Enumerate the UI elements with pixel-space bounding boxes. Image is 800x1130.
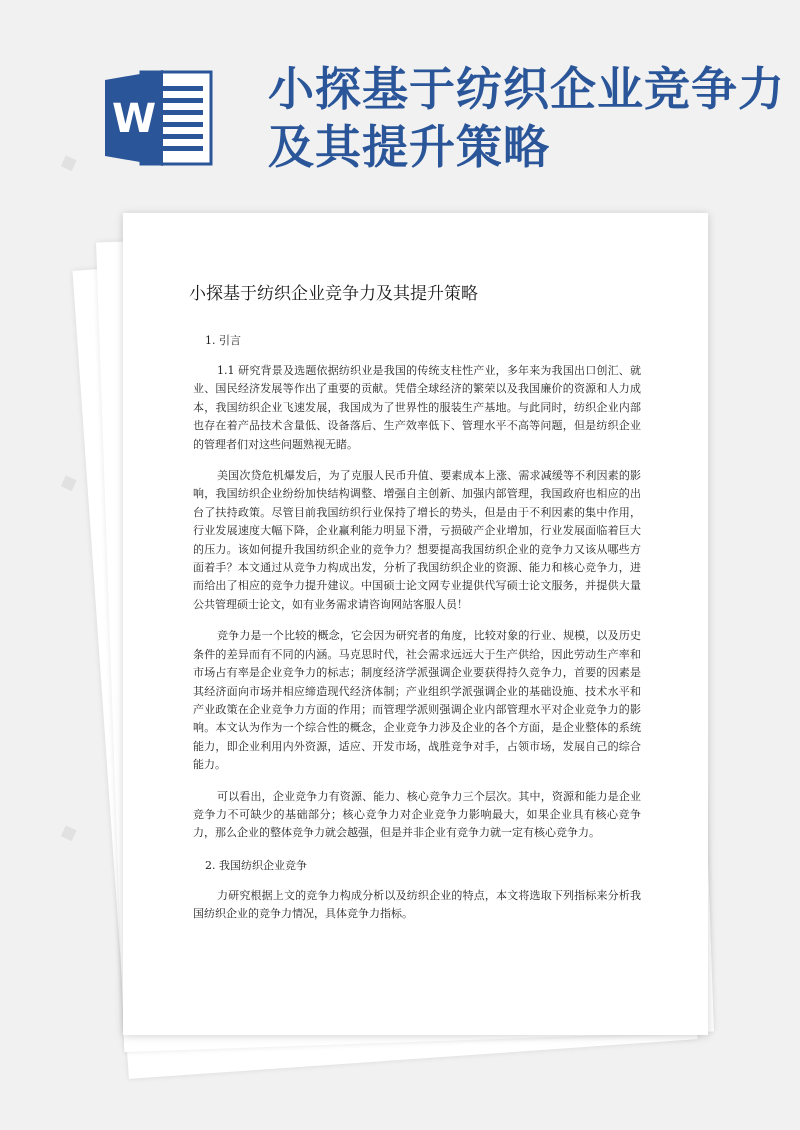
paragraph: 美国次贷危机爆发后，为了克服人民币升值、要素成本上涨、需求减缓等不利因素的影响，我国纺织企业纷纷加快结构调整、增强自主创新、加强内部管理，我国政府也相应的出台了扶持政策。尽管目前我国纺织行业保持了增长的势头，但是由于不利因素的集中作用，行业发展速度大幅下降，企业赢利能力明显下滑，亏损破产企业增加，行业发展面临着巨大的压力。该如何提升我国纺织企业的竞争力？想要提高我国纺织企业的竞争力又该从哪些方面着手？本文通过从竞争力构成出发，分析了我国纺织企业的资源、能力和核心竞争力，进而给出了相应的竞争力提升建议。中国硕士论文网专业提供代写硕士论文服务，并提供大量公共管理硕士论文，如有业务需求请咨询网站客服人员！ xyxy=(193,469,641,611)
word-document-icon xyxy=(105,68,215,168)
watermark: ◆ xyxy=(56,817,81,848)
paragraph: 可以看出，企业竞争力有资源、能力、核心竞争力三个层次。其中，资源和能力是企业竞争力不可缺少的基础部分；核心竞争力对企业竞争力影响最大，如果企业具有核心竞争力，那么企业的整体竞争力就会越强，但是并非企业有竞争力就一定有核心竞争力。 xyxy=(193,789,641,840)
section-heading: 1. 引言 xyxy=(205,334,241,347)
banner-title: 小探基于纺织企业竞争力及其提升策略 xyxy=(268,62,785,174)
watermark: ◆ xyxy=(56,147,81,178)
svg-text:W: W xyxy=(111,96,157,142)
paragraph: 1.1 研究背景及选题依据纺织业是我国的传统支柱性产业，多年来为我国出口创汇、就业、国民经济发展等作出了重要的贡献。凭借全球经济的繁荣以及我国廉价的资源和人力成本，我国纺织企业飞速发展，我国成为了世界性的服装生产基地。与此同时，纺织企业内部也存在着产品技术含量低、设备落后、生产效率低下、管理水平不高等问题，但是纺织企业的管理者们对这些问题熟视无睹。 xyxy=(193,364,641,451)
paragraph: 力研究根据上文的竞争力构成分析以及纺织企业的特点，本文将选取下列指标来分析我国纺织企业的竞争力情况，具体竞争力指标。 xyxy=(193,888,641,921)
document-title: 小探基于纺织企业竞争力及其提升策略 xyxy=(189,284,478,304)
document-body xyxy=(189,279,641,937)
watermark: ◆ xyxy=(56,467,81,498)
paragraph: 竞争力是一个比较的概念，它会因为研究者的角度，比较对象的行业、规模，以及历史条件的差异而有不同的内涵。马克思时代，社会需求远远大于生产供给，因此劳动生产率和市场占有率是企业竞争力的标志；制度经济学派强调企业要获得持久竞争力，首要的因素是其经济面向市场并相应缔造现代经济体制；产业组织学派强调企业的基础设施、技术水平和产业政策在企业竞争力方面的作用；而管理学派则强调企业内部管理水平对企业竞争力的影响。本文认为作为一个综合性的概念，企业竞争力涉及企业的各个方面，是企业整体的系统能力，即企业利用内外资源，适应、开发市场，战胜竞争对手，占领市场，发展自己的综合能力。 xyxy=(193,629,641,772)
document-page xyxy=(123,213,708,1035)
section-heading: 2. 我国纺织企业竞争 xyxy=(205,858,307,872)
